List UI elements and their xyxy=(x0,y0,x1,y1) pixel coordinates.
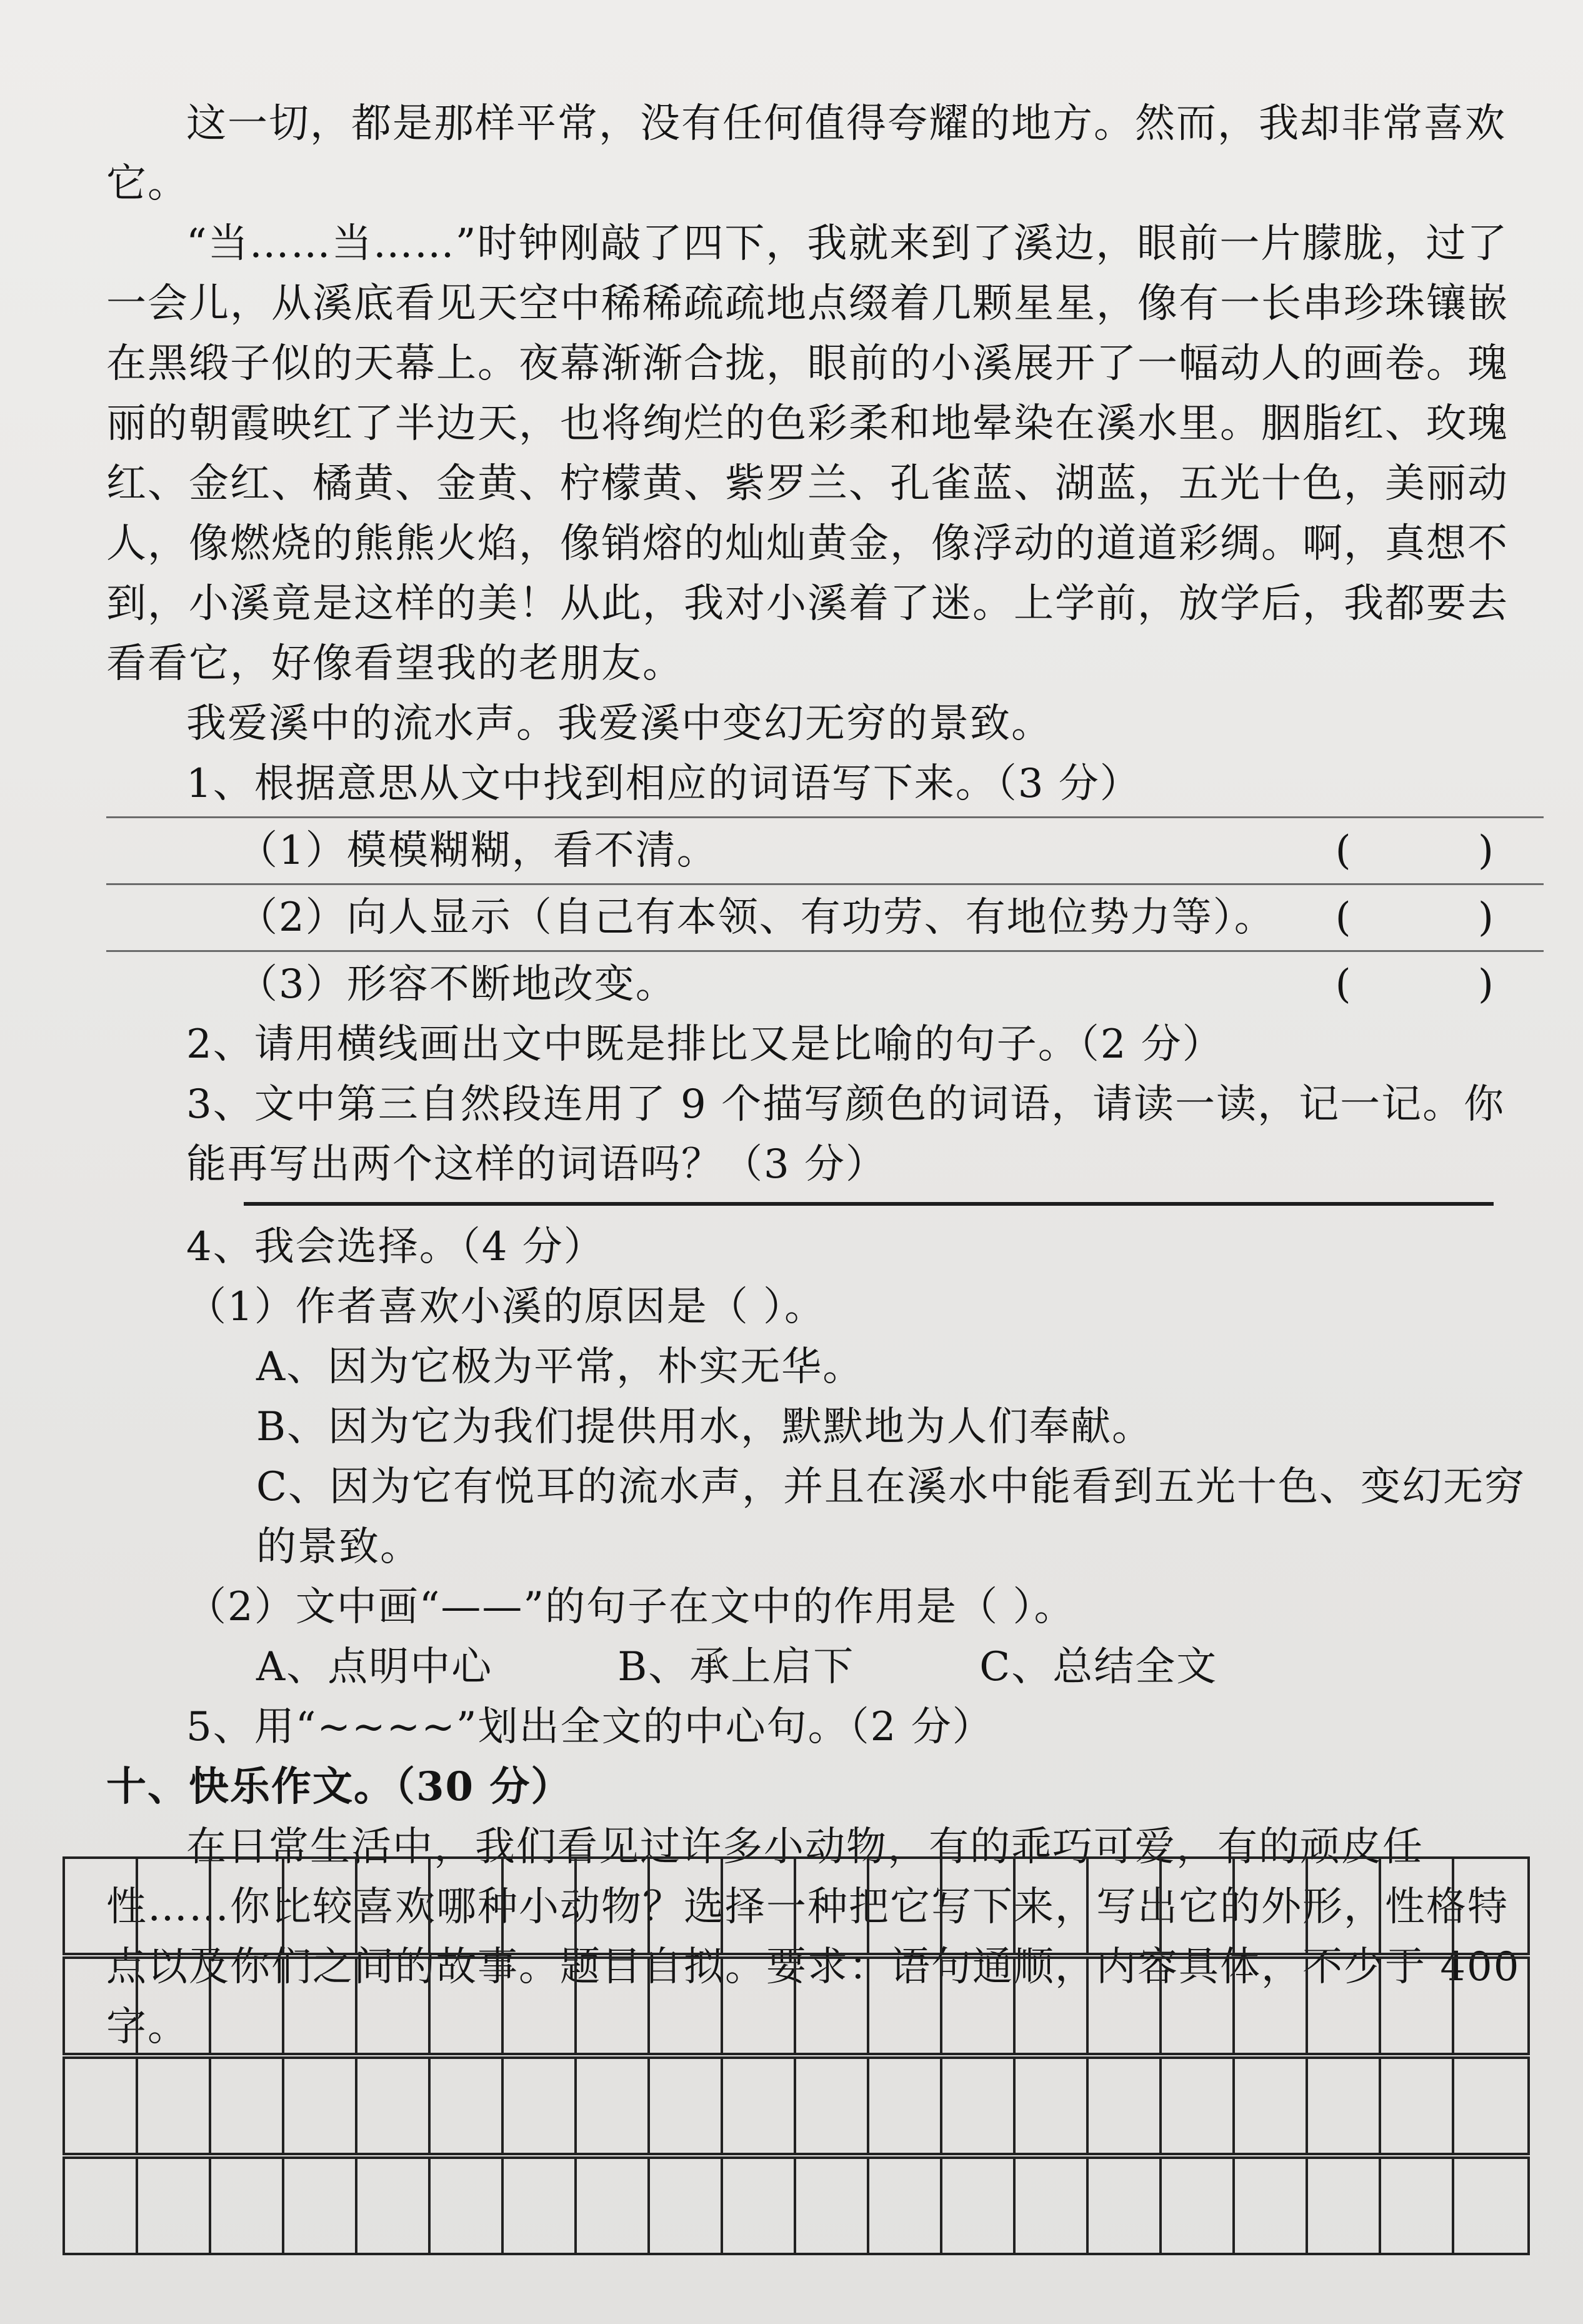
passage-paragraph-3: 我爱溪中的流水声。我爱溪中变幻无穷的景致。 xyxy=(186,701,1052,747)
answer-bracket[interactable]: ( ) xyxy=(1335,828,1494,874)
answer-line xyxy=(106,950,1544,952)
option-c: C、总结全文 xyxy=(979,1644,1218,1690)
option-b: B、因为它为我们提供用水，默默地为人们奉献。 xyxy=(256,1404,1154,1450)
writing-grid-row[interactable] xyxy=(62,2056,1530,2155)
answer-bracket[interactable]: ( ) xyxy=(1335,894,1494,941)
writing-grid-row[interactable] xyxy=(62,1956,1530,2055)
question-1-item-1 xyxy=(106,821,1544,881)
question-4: 4、我会选择。（4 分） xyxy=(186,1224,605,1270)
option-a: A、因为它极为平常，朴实无华。 xyxy=(256,1344,864,1390)
question-4-1: （1）作者喜欢小溪的原因是（ ）。 xyxy=(186,1284,826,1330)
option-b: B、承上启下 xyxy=(617,1644,855,1690)
question-1-item-text: （1）模模糊糊，看不清。 xyxy=(237,828,718,874)
question-4-2: （2）文中画“——”的句子在文中的作用是（ ）。 xyxy=(186,1584,1076,1630)
answer-bracket[interactable]: ( ) xyxy=(1335,961,1494,1008)
passage-paragraph-2: “当……当……”时钟刚敲了四下，我就来到了溪边，眼前一片朦胧，过了一会儿，从溪底看见天空中稀稀疏疏地点缀着几颗星星，像有一长串珍珠镶嵌在黑缎子似的天幕上。夜幕渐渐合拢，眼前的小溪展开了一幅动人的画卷。瑰丽的朝霞映红了半边天，也将绚烂的色彩柔和地晕染在溪水里。胭脂红、玫瑰红、金红、橘黄、金黄、柠檬黄、紫罗兰、孔雀蓝、湖蓝，五光十色，美丽动人，像燃烧的熊熊火焰，像销熔的灿灿黄金，像浮动的道道彩绸。啊，真想不到，小溪竟是这样的美！从此，我对小溪着了迷。上学前，放学后，我都要去看看它，好像看望我的老朋友。 xyxy=(106,221,1509,687)
question-1-item-text: （2）向人显示（自己有本领、有功劳、有地位势力等）。 xyxy=(237,894,1276,941)
question-1-item-3 xyxy=(106,954,1544,1014)
option-a: A、点明中心 xyxy=(256,1644,493,1690)
composition-heading: 十、快乐作文。（30 分） xyxy=(106,1763,572,1810)
question-1-item-text: （3）形容不断地改变。 xyxy=(237,961,677,1008)
question-1: 1、根据意思从文中找到相应的词语写下来。（3 分） xyxy=(186,761,1141,807)
question-5: 5、用“~~~~”划出全文的中心句。（2 分） xyxy=(186,1704,994,1750)
answer-line[interactable] xyxy=(244,1202,1494,1206)
question-2: 2、请用横线画出文中既是排比又是比喻的句子。（2 分） xyxy=(186,1021,1224,1068)
exam-content xyxy=(106,94,1544,2057)
answer-line xyxy=(106,883,1544,885)
passage-paragraph-1: 这一切，都是那样平常，没有任何值得夸耀的地方。然而，我却非常喜欢它。 xyxy=(106,101,1506,207)
composition-prompt: 在日常生活中，我们看见过许多小动物，有的乖巧可爱，有的顽皮任性……你比较喜欢哪种小动物？选择一种把它写下来，写出它的外形，性格特点以及你们之间的故事。题目自拟。要求：语句通顺，内容具体，不少于 400 字。 xyxy=(106,1824,1521,2050)
question-1-item-2 xyxy=(106,888,1544,948)
answer-line xyxy=(106,816,1544,818)
question-4-2-options xyxy=(106,1637,1544,1697)
writing-grid-row[interactable] xyxy=(62,2156,1530,2255)
option-c: C、因为它有悦耳的流水声，并且在溪水中能看到五光十色、变幻无穷的景致。 xyxy=(256,1464,1526,1570)
question-3: 3、文中第三自然段连用了 9 个描写颜色的词语，请读一读，记一记。你能再写出两个这样的词语吗？（3 分） xyxy=(186,1081,1506,1188)
writing-grid-row[interactable] xyxy=(62,1856,1530,1955)
